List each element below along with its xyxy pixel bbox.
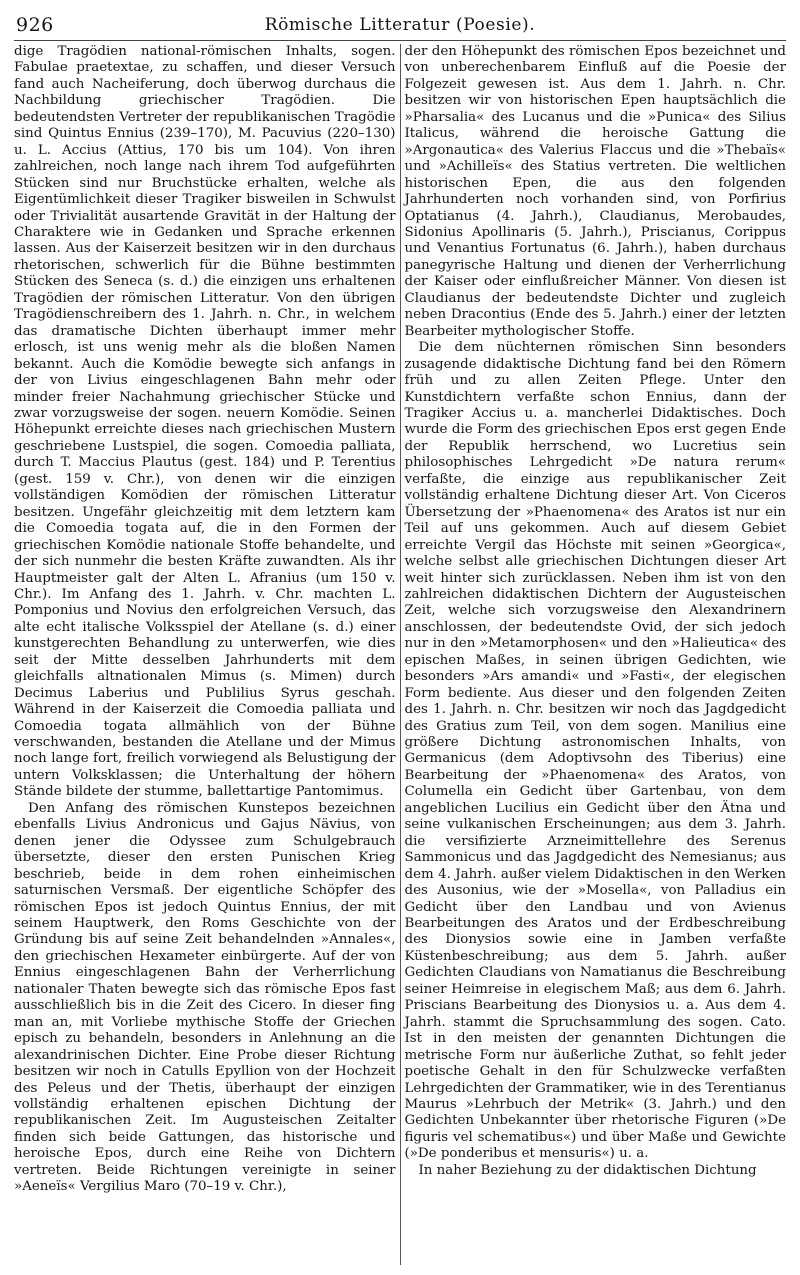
paragraph-tragedy-comedy: dige Tragödien national-römischen Inhalts, sogen. Fabulae praetextae, zu schaffen, und dieser Versuch fand auch Nacheiferung, doch überwog durchaus die Nachbildung griechischer Tragödien. Die bedeutendsten Vertreter der republikanischen Tragödie sind Quintus Ennius (239–170), M. Pacuvius (220–130) u. L. Accius (Attius, 170 bis um 104). Von ihren zahlreichen, noch lange nach ihrem Tod aufgeführten Stücken sind nur Bruchstücke erhalten, welche als Eigentümlichkeit dieser Tragiker bisweilen in Schwulst oder Trivialität ausartende Gravität in der Haltung der Charaktere wie in Gedanken und Sprache erkennen lassen. Aus der Kaiserzeit besitzen wir in den durchaus rhetorischen, schwerlich für die Bühne bestimmten Stücken des Seneca (s. d.) die einzigen uns erhaltenen Tragödien der römischen Litteratur. Von den übrigen Tragödienschreibern des 1. Jahrh. n. Chr., in welchem das dramatische Dichten überhaupt immer mehr erlosch, ist uns wenig mehr als die bloßen Namen bekannt. Auch die Komödie bewegte sich anfangs in der von Livius eingeschlagenen Bahn mehr oder minder freier Nachahmung griechischer Stücke und zwar vorzugsweise der sogen. neuern Komödie. Seinen Höhepunkt erreichte dieses nach griechischen Mustern geschriebene Lustspiel, die sogen. Comoedia palliata, durch T. Maccius Plautus (gest. 184) und P. Terentius (gest. 159 v. Chr.), von denen wir die einzigen vollständigen Komödien der römischen Litteratur besitzen. Ungefähr gleichzeitig mit dem letztern kam die Comoedia togata auf, die in den Formen der griechischen Komödie nationale Stoffe behandelte, und der sich nunmehr die besten Kräfte zuwandten. Als ihr Hauptmeister galt der Alten L. Afranius (um 150 v. Chr.). Im Anfang des 1. Jahrh. v. Chr. machten L. Pomponius und Novius den erfolgreichen Versuch, das alte echt italische Volksspiel der Atellane (s. d.) einer kunstgerechten Behandlung zu unterwerfen, wie dies seit der Mitte desselben Jahrhunderts mit dem gleichfalls altnationalen Mimus (s. Mimen) durch Decimus Laberius und Publilius Syrus geschah. Während in der Kaiserzeit die Comoedia palliata und Comoedia togata allmählich von der Bühne verschwanden, bestanden die Atellane und der Mimus noch lange fort, freilich vorwiegend als Belustigung der untern Volksklassen; die Unterhaltung der höhern Stände bildete der stumme, ballettartige Pantomimus. (14, 44, 396, 800)
right-column (405, 44, 787, 1265)
text-columns (14, 44, 786, 1265)
paragraph-epic: Den Anfang des römischen Kunstepos bezeichnen ebenfalls Livius Andronicus und Gajus Nävius, von denen jener die Odyssee zum Schulgebrauch übersetzte, dieser den ersten Punischen Krieg beschrieb, beide in dem rohen einheimischen saturnischen Versmaß. Der eigentliche Schöpfer des römischen Epos ist jedoch Quintus Ennius, der mit seinem Hauptwerk, den Roms Geschichte von der Gründung bis auf seine Zeit behandelnden »Annales«, den griechischen Hexameter einbürgerte. Auf der von Ennius eingeschlagenen Bahn der Verherrlichung nationaler Thaten bewegte sich das römische Epos fast ausschließlich bis in die Zeit des Cicero. In dieser fing man an, mit Vorliebe mythische Stoffe der Griechen episch zu behandeln, besonders in Anlehnung an die alexandrinischen Dichter. Eine Probe dieser Richtung besitzen wir noch in Catulls Epyllion von der Hochzeit des Peleus und der Thetis, überhaupt der einzigen vollständig erhaltenen epischen Dichtung der republikanischen Zeit. Im Augusteischen Zeitalter finden sich beide Gattungen, das historische und heroische Epos, durch eine Reihe von Dichtern vertreten. Beide Richtungen vereinigte in seiner »Aeneïs« Vergilius Maro (70–19 v. Chr.), (14, 800, 396, 1195)
paragraph-next: In naher Beziehung zu der didaktischen Dichtung (418, 1162, 757, 1178)
page-header (14, 14, 786, 41)
paragraph-didactic: Die dem nüchternen römischen Sinn besonders zusagende didaktische Dichtung fand bei den Römern früh und zu allen Zeiten Pflege. Unter den Kunstdichtern verfaßte schon Ennius, dann der Tragiker Accius u. a. mancherlei Didaktisches. Doch wurde die Form des griechischen Epos erst gegen Ende der Republik herrschend, wo Lucretius sein philosophisches Lehrgedicht »De natura rerum« verfaßte, die einzige aus republikanischer Zeit vollständig erhaltene Dichtung dieser Art. Von Ciceros Übersetzung der »Phaenomena« des Aratos ist nur ein Teil auf uns gekommen. Auch auf diesem Gebiet erreichte Vergil das Höchste mit seinen »Georgica«, welche selbst alle griechischen Dichtungen dieser Art weit hinter sich zurücklassen. Neben ihm ist von den zahlreichen didaktischen Dichtern der Augusteischen Zeit, welche sich vorzugsweise den Alexandrinern anschlossen, der bedeutendste Ovid, der sich jedoch nur in den »Metamorphosen« und den »Halieutica« des epischen Maßes, in seinen übrigen Gedichten, wie besonders »Ars amandi« und »Fasti«, der elegischen Form bediente. Aus dieser und den folgenden Zeiten des 1. Jahrh. n. Chr. besitzen wir noch das Jagdgedicht des Gratius zum Teil, von dem sogen. Manilius eine größere Dichtung astronomischen Inhalts, von Germanicus (dem Adoptivsohn des Tiberius) eine Bearbeitung der »Phaenomena« des Aratos, von Columella ein Gedicht über Gartenbau, von dem angeblichen Lucilius ein Gedicht über den Ätna und seine vulkanischen Erscheinungen; aus dem 3. Jahrh. die versifizierte Arzneimittellehre des Serenus Sammonicus und das Jagdgedicht des Nemesianus; aus dem 4. Jahrh. außer vielem Didaktischen in den Werken des Ausonius, wie der »Mosella«, von Palladius ein Gedicht über den Landbau und von Avienus Bearbeitungen des Aratos und der Erdbeschreibung des Dionysios sowie eine in Jamben verfaßte Küstenbeschreibung; aus dem 5. Jahrh. außer Gedichten Claudians von Namatianus die Beschreibung seiner Heimreise in elegischem Maß; aus dem 6. Jahrh. Priscians Bearbeitung des Dionysios u. a. Aus dem 4. Jahrh. stammt die Spruchsammlung des sogen. Cato. Ist in den meisten der genannten Dichtungen die metrische Form nur äußerliche Zuthat, so fehlt jeder poetische Gehalt in den für Schulzwecke verfaßten Lehrgedichten der Grammatiker, wie in des Terentianus Maurus »Lehrbuch der Metrik« (3. Jahrh.) und den Gedichten Unbekannter über rhetorische Figuren (»De figuris vel schematibus«) und über Maße und Gewichte (»De ponderibus et mensuris«) u. a. (404, 340, 787, 1162)
left-column (14, 44, 396, 1265)
paragraph-epic-continued: der den Höhepunkt des römischen Epos bezeichnet und von unberechenbarem Einfluß auf die Poesie der Folgezeit gewesen ist. Aus dem 1. Jahrh. n. Chr. besitzen wir von historischen Epen hauptsächlich die »Pharsalia« des Lucanus und die »Punica« des Silius Italicus, während die heroische Gattung die »Argonautica« des Valerius Flaccus und die »Thebaïs« und »Achilleïs« des Statius vertreten. Die weltlichen historischen Epen, die aus den folgenden Jahrhunderten noch vorhanden sind, von Porfirius Optatianus (4. Jahrh.), Claudianus, Merobaudes, Sidonius Apollinaris (5. Jahrh.), Priscianus, Corippus und Venantius Fortunatus (6. Jahrh.), haben durchaus panegyrische Haltung und dienen der Verherrlichung der Kaiser oder einflußreicher Männer. Von diesen ist Claudianus der bedeutendste Dichter und zugleich neben Dracontius (Ende des 5. Jahrh.) einer der letzten Bearbeiter mythologischer Stoffe. (404, 44, 786, 339)
running-head: Römische Litteratur (Poesie). (264, 15, 536, 35)
page-number: 926 (16, 14, 54, 36)
column-divider (400, 44, 401, 1265)
